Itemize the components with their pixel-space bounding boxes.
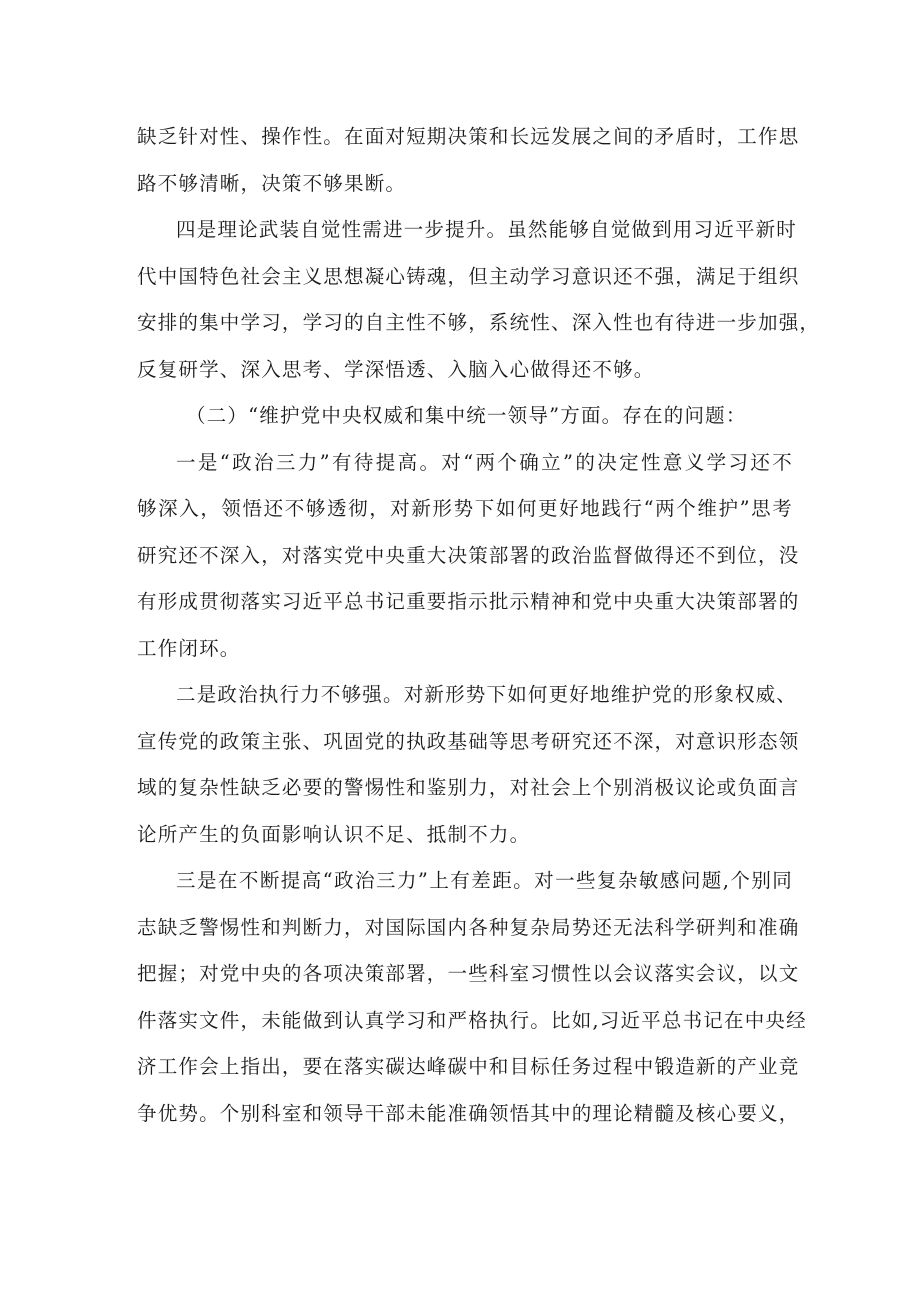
paragraph-execution [137,672,800,858]
text-line: 代中国特色社会主义思想凝心铸魂，但主动学习意识还不强，满足于组织 [137,264,800,288]
text-line: 四是理论武装自觉性需进一步提升。虽然能够自觉做到用习近平新时 [176,218,798,241]
text-line: 研究还不深入，对落实党中央重大决策部署的政治监督做得还不到位，没 [137,543,800,567]
text-line: 路不够清晰，决策不够果断。 [137,171,407,195]
text-line: 够深入，领悟还不够透彻，对新形势下如何更好地践行“两个维护”思考 [137,497,793,520]
text-line: 反复研学、深入思考、学深悟透、入脑入心做得还不够。 [137,357,655,381]
text-line: 宣传党的政策主张、巩固党的执政基础等思考研究还不深，对意识形态领 [137,729,800,753]
section-heading [137,393,793,440]
text-line: 有形成贯彻落实习近平总书记重要指示批示精神和党中央重大决策部署的 [137,590,800,613]
text-line: 三是在不断提高“政治三力”上有差距。对一些复杂敏感问题,个别同 [176,869,793,892]
text-line: 争优势。个别科室和领导干部未能准确领悟其中的理论精髓及核心要义， [137,1101,800,1125]
paragraph-theory-study [137,207,821,393]
text-line: 件落实文件，未能做到认真学习和严格执行。比如,习近平总书记在中央经 [137,1008,807,1032]
text-line: 域的复杂性缺乏必要的警惕性和鉴别力，对社会上个别消极议论或负面言 [137,776,800,799]
text-line: 把握；对党中央的各项决策部署，一些科室习惯性以会议落实会议，以文 [137,962,800,985]
paragraph-gap [137,858,807,1137]
document-body [137,114,821,1137]
text-line: 济工作会上指出，要在落实碳达峰碳中和目标任务过程中锻造新的产业竞 [137,1055,800,1078]
text-line: 论所产生的负面影响认识不足、抵制不力。 [137,822,531,846]
text-line: 二是政治执行力不够强。对新形势下如何更好地维护党的形象权威、 [176,683,798,706]
text-line: 工作闭环。 [137,636,241,660]
text-line: 缺乏针对性、操作性。在面对短期决策和长远发展之间的矛盾时，工作思 [137,125,800,148]
paragraph-continuation [137,114,800,207]
text-line: 一是“政治三力”有待提高。对“两个确立”的决定性意义学习还不 [176,450,793,474]
text-line: 志缺乏警惕性和判断力，对国际国内各种复杂局势还无法科学研判和准确 [137,915,800,939]
text-line: 安排的集中学习，学习的自主性不够，系统性、深入性也有待进一步加强， [137,311,821,334]
paragraph-political-ability [137,440,800,673]
heading-line: （二）“维护党中央权威和集中统一领导”方面。存在的问题： [186,404,747,427]
